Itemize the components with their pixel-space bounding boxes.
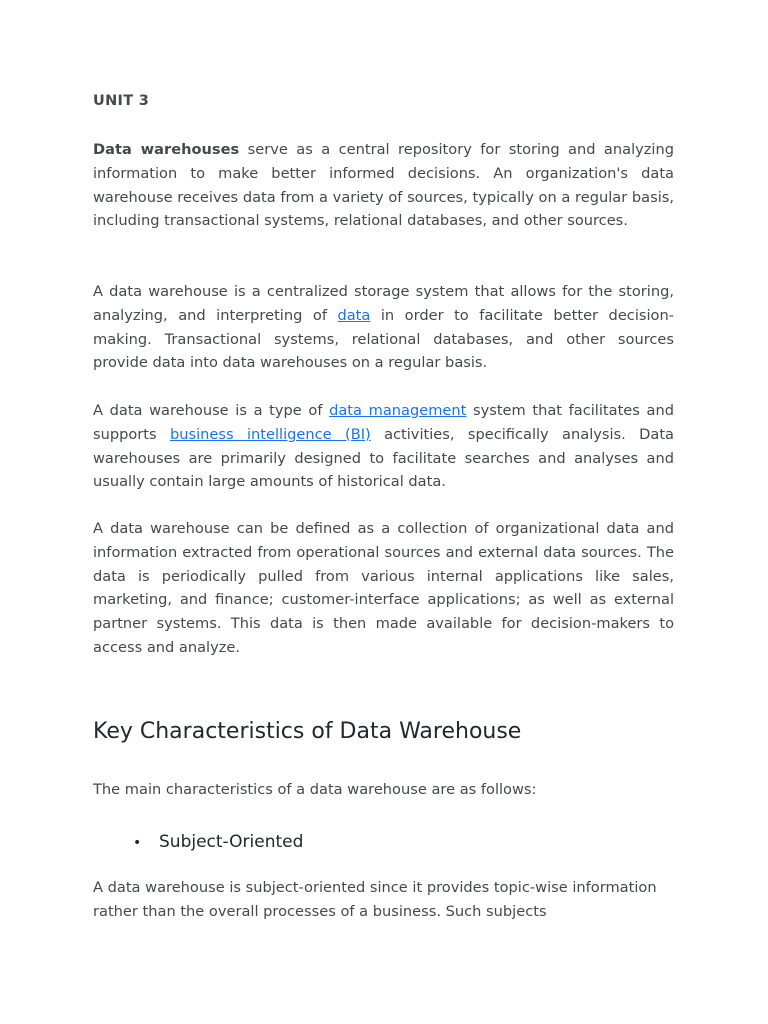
paragraph-text: serve as a central repository for storing and analyzing information to make better informed decisions. An organization's data warehouse receives data from a variety of sources, typically on a regular basis, including transactional systems, relational databases, and other sources.	[93, 141, 674, 230]
section-heading: Key Characteristics of Data Warehouse	[93, 719, 522, 744]
paragraph-text: A data warehouse is a centralized storage system that allows for the storing, analyzing, and interpreting of	[93, 283, 674, 324]
paragraph-text: in order to facilitate better decision-making. Transactional systems, relational databases, and other sources provide data into data warehouses on a regular basis.	[93, 306, 674, 372]
paragraph-text: A data warehouse is a type of	[93, 402, 330, 419]
section-intro: The main characteristics of a data warehouse are as follows:	[93, 781, 537, 798]
link-data-management[interactable]: data management	[329, 402, 467, 419]
paragraph-data-management	[93, 399, 674, 494]
paragraph-centralized-storage	[93, 280, 674, 375]
paragraph-subject-oriented: A data warehouse is subject-oriented since it provides topic-wise information rather than the overall processes of a business. Such subjects	[93, 879, 657, 920]
link-business-intelligence[interactable]: business intelligence (BI)	[170, 425, 371, 443]
paragraph-text: activities, specifically analysis. Data warehouses are primarily designed to facilitate searches and analyses and usually contain large amounts of historical data.	[93, 425, 674, 491]
paragraph-definition: A data warehouse can be defined as a collection of organizational data and information extracted from operational sources and external data sources. The data is periodically pulled from various internal applications like sales, marketing, and finance; customer-interface applications; as well as external partner systems. This data is then made available for decision-makers to access and analyze.	[93, 520, 674, 656]
unit-title: UNIT 3	[93, 93, 150, 109]
link-data[interactable]: data	[337, 306, 371, 324]
bullet-dot-icon: •	[133, 835, 142, 851]
bold-lead-term: Data warehouses	[93, 141, 240, 158]
bullet-subject-oriented: Subject-Oriented	[159, 832, 304, 852]
paragraph-data-warehouses-intro	[93, 138, 674, 233]
paragraph-text: system that facilitates and supports	[93, 402, 674, 443]
